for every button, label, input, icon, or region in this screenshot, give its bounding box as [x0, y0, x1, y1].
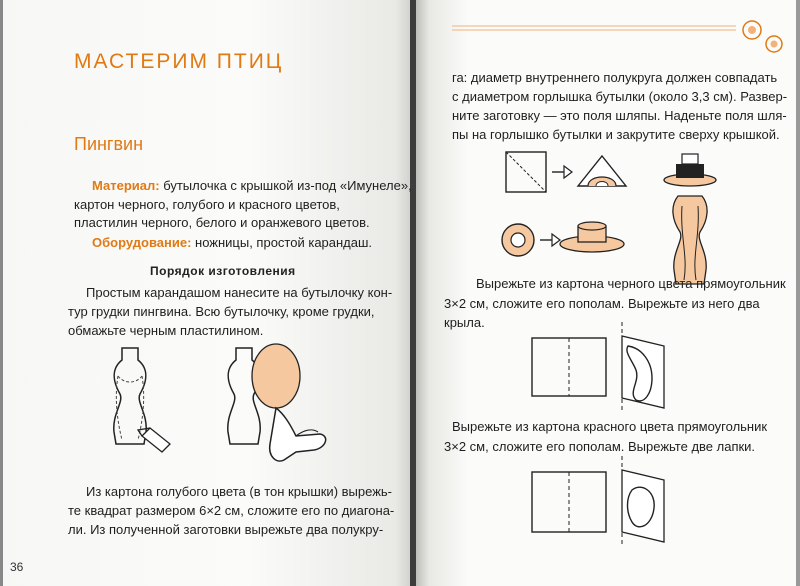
para1-line-3: ните заготовку — это поля шляпы. Наденьте поля шля- [452, 108, 787, 123]
para1-line-4: пы на горлышко бутылки и закрутите сверху крышкой. [452, 127, 780, 142]
step2-line-2: те квадрат размером 6×2 см, сложите его по диагона- [68, 503, 395, 518]
para1-line-1: га: диаметр внутреннего полукруга должен совпадать [452, 70, 778, 85]
step1-line-2: тур грудки пингвина. Всю бутылочку, кроме грудки, [68, 304, 375, 319]
bottle-illustration [100, 340, 340, 470]
material-line [92, 178, 412, 194]
para1-line-2: с диаметром горлышка бутылки (около 3,3 см). Развер- [452, 89, 788, 104]
equipment-line [92, 235, 372, 251]
step1-line-1: Простым карандашом нанесите на бутылочку кон- [86, 285, 393, 300]
equipment-label: Оборудование: [92, 235, 192, 250]
left-edge [0, 0, 3, 586]
hat-brim-illustration [496, 146, 736, 296]
material-line-3: пластилин черного, белого и оранжевого цветов. [74, 215, 370, 230]
para2-line-2: 3×2 см, сложите его пополам. Вырежьте из него два [444, 296, 760, 311]
para3-line-2: 3×2 см, сложите его пополам. Вырежьте две лапки. [444, 439, 756, 454]
header-ornament [452, 18, 792, 58]
procedure-heading: Порядок изготовления [150, 264, 296, 278]
book-gutter [410, 0, 416, 586]
recipe-subtitle: Пингвин [74, 134, 144, 154]
right-edge [796, 0, 800, 586]
material-text: бутылочка с крышкой из-под «Имунеле», [159, 178, 412, 193]
step2-line-1: Из картона голубого цвета (в тон крышки) вырежь- [86, 484, 393, 499]
wing-cut-illustration [524, 322, 684, 412]
equipment-text: ножницы, простой карандаш. [191, 235, 373, 250]
material-line-2: картон черного, голубого и красного цветов, [74, 197, 340, 212]
para2-line-3: крыла. [444, 315, 485, 330]
page-number: 36 [10, 560, 24, 574]
step1-line-3: обмажьте черным пластилином. [68, 323, 264, 338]
step2-line-3: ли. Из полученной заготовки вырежьте два полукру- [68, 522, 384, 537]
section-title: МАСТЕРИМ ПТИЦ [74, 50, 284, 73]
para2-line-1: Вырежьте из картона черного цвета прямоугольник [476, 276, 786, 291]
para3-line-1: Вырежьте из картона красного цвета прямоугольник [452, 419, 768, 434]
material-label: Материал: [92, 178, 160, 193]
feet-cut-illustration [524, 456, 684, 546]
